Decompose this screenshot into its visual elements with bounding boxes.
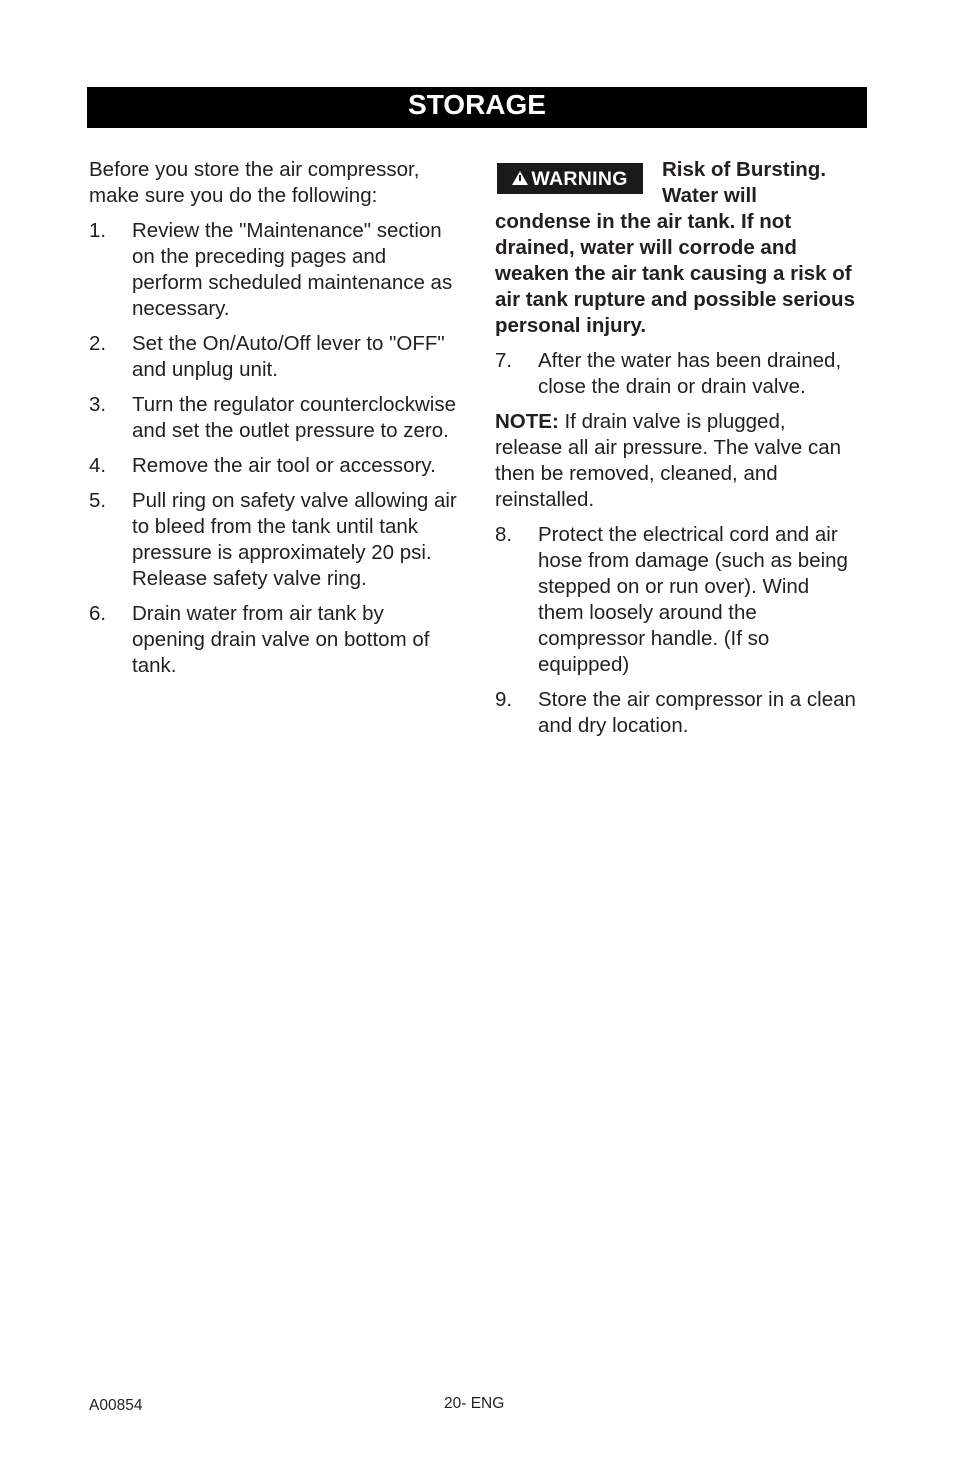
intro-text: Before you store the air compressor, make sure you do the following:	[89, 158, 420, 207]
list-item-number: 7.	[495, 349, 513, 372]
list-item	[89, 218, 461, 322]
warning-text: Risk of Bursting. Water will condense in the air tank. If not drained, water will corrode and weaken the air tank causing a risk of air tank rupture and possible serious personal injury.	[495, 158, 855, 337]
list-item-number: 9.	[495, 688, 513, 711]
list-item-number: 6.	[89, 602, 107, 625]
list-item	[89, 488, 461, 592]
list-item	[495, 348, 857, 400]
warning-triangle-icon	[512, 171, 528, 185]
list-item	[495, 687, 857, 739]
page-number: 20- ENG	[444, 1395, 505, 1412]
list-item-text: Set the On/Auto/Off lever to "OFF" and unplug unit.	[132, 332, 445, 381]
list-item	[89, 453, 461, 479]
list-item-text: Protect the electrical cord and air hose from damage (such as being stepped on or run over). Wind them loosely around the compressor handle. (If so equipped)	[538, 523, 848, 676]
right-column	[495, 157, 857, 748]
note-text: If drain valve is plugged, release all air pressure. The valve can then be removed, cleaned, and reinstalled.	[495, 410, 842, 511]
warning-block	[495, 157, 857, 339]
list-item	[89, 331, 461, 383]
list-item-text: Drain water from air tank by opening drain valve on bottom of tank.	[132, 602, 430, 677]
warning-label: WARNING	[531, 167, 628, 190]
list-item	[89, 392, 461, 444]
list-item-text: Turn the regulator counterclockwise and set the outlet pressure to zero.	[132, 393, 456, 442]
list-item-text: Review the "Maintenance" section on the preceding pages and perform scheduled maintenance as necessary.	[132, 219, 453, 320]
note-paragraph	[495, 409, 857, 513]
list-item-number: 5.	[89, 489, 107, 512]
left-column	[89, 157, 461, 688]
list-item	[89, 601, 461, 679]
list-item-number: 8.	[495, 523, 513, 546]
list-item-number: 2.	[89, 332, 107, 355]
list-item-text: Remove the air tool or accessory.	[132, 454, 436, 477]
list-item-text: Pull ring on safety valve allowing air to bleed from the tank until tank pressure is approximately 20 psi. Release safety valve ring.	[132, 489, 457, 590]
list-item-number: 4.	[89, 454, 107, 477]
list-item-text: After the water has been drained, close the drain or drain valve.	[538, 349, 842, 398]
list-item-number: 1.	[89, 219, 107, 242]
note-label: NOTE:	[495, 410, 559, 433]
list-item	[495, 522, 857, 678]
section-title: STORAGE	[87, 87, 867, 128]
document-code: A00854	[89, 1397, 143, 1414]
list-item-number: 3.	[89, 393, 107, 416]
list-item-text: Store the air compressor in a clean and dry location.	[538, 688, 856, 737]
warning-badge	[497, 163, 643, 194]
